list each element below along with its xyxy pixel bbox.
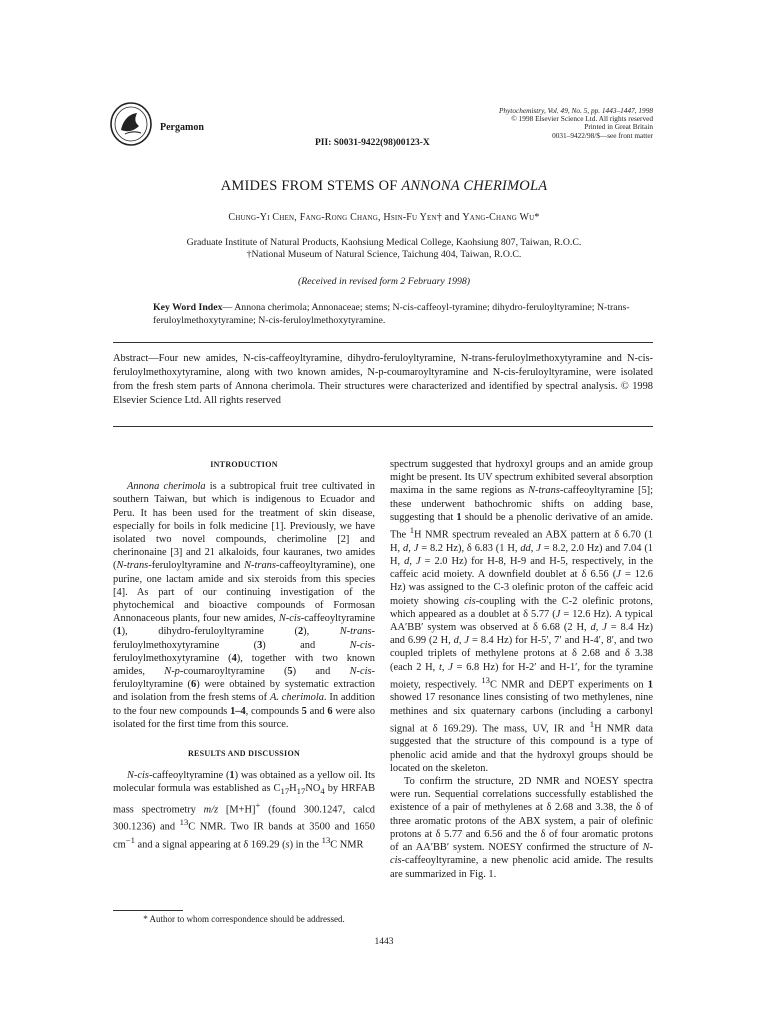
correspondence-footnote: * Author to whom correspondence should be addressed. (143, 914, 345, 924)
page-number: 1443 (374, 937, 394, 947)
journal-info (499, 107, 653, 140)
intro-paragraph: Annona cherimola is a subtropical fruit tree cultivated in southern Taiwan, but which is indigenous to Ecuador and Peru. It has been used for the treatment of skin disease, especially for boils in folk medicine [1]. Previously, we have isolated two novel compounds, cherimoline [2] and cherinonaine [3] and 21 alkaloids, four kauranes, two amides (N-trans-feruloyltyramine and N-trans-caffeoyltyramine), one purine, one lactam amide and six steroids from this species [4]. As part of our continuing investigation of the phytochemical and bioactive compounds of Formosan Annonaceous plants, four new amides, N-cis-caffeoyltyramine (1), dihydro-feruloyltyramine (2), N-trans-feruloylmethoxytyramine (3) and N-cis-feruloylmethoxytyramine (4), together with two known amides, N-p-coumaroyltyramine (5) and N-cis-feruloyltyramine (6) were obtained by systematic extraction and isolation from the fresh stems of A. cherimola. In addition to the four new compounds 1–4, compounds 5 and 6 were also isolated for the first time from this source. (113, 481, 376, 730)
rule-bottom (113, 426, 653, 427)
left-column (113, 458, 375, 852)
results-heading: RESULTS AND DISCUSSION (187, 749, 301, 759)
pergamon-logo (107, 100, 155, 148)
publisher-name: Pergamon (160, 122, 204, 133)
journal-citation: Phytochemistry, Vol. 49, No. 5, pp. 1443–1447, 1998 (498, 106, 653, 115)
continued-paragraph: spectrum suggested that hydroxyl groups and an amide group might be present. Its UV spectrum exhibited several absorption maxima in the same regions as N-trans-caffeoyltyramine [5]; these underwent bathochromic shifts on adding base, suggesting that 1 should be a phenolic derivative of an amide. The $^1$H NMR spectrum revealed an ABX pattern at δ 6.70 (1 H, d, J = 8.2 Hz), δ 6.83 (1 H, dd, J = 8.2, 2.0 Hz) and 7.04 (1 H, d, J = 2.0 Hz) for H-8, H-9 and H-5, respectively, in the caffeic acid moiety. A downfield doublet at δ 6.56 (J = 12.6 Hz) was assigned to the C-3 olefinic proton of the caffeic acid moiety showing cis-coupling with the C-2 olefinic protons, which appeared as a doublet at δ 5.77 (J = 12.6 Hz). A typical AA′BB′ system was observed at δ 6.68 (2 H, d, J = 8.4 Hz) and 6.99 (2 H, d, J = 8.4 Hz) for H-5′, 7′ and H-4′, 8′, and two coupled triplets of methylene protons at δ 2.68 and δ 3.38 (each 2 H, t, J = 6.8 Hz) for H-2′ and H-1′, for the tyramine moiety, respectively. $^{13}$C NMR and DEPT experiments on 1 showed 17 resonance lines consisting of two methylenes, nine methines and six quaternary carbons (including a carbonyl signal at δ 169.29). The mass, UV, IR and $^1$H NMR data suggested that the structure of this compound is a type of phenolic acid amide and that the hydroxyl groups should be located on the skeleton. (390, 459, 653, 774)
noesy-paragraph: To confirm the structure, 2D NMR and NOESY spectra were run. Sequential correlations successfully established the existence of a pair of methylenes at δ 2.68 and 3.38, the δ of three aromatic protons of the ABX system, a pair of olefinic protons at δ 5.77 and 6.56 and the δ of four aromatic protons of an AA′BB′ system. NOESY confirmed the structure of N-cis-caffeoyltyramine, a new phenolic acid amide. The results are summarized in Fig. 1. (390, 776, 653, 880)
pii-code: PII: S0031-9422(98)00123-X (315, 138, 430, 148)
journal-copyright: © 1998 Elsevier Science Ltd. All rights reserved (511, 114, 653, 124)
author-3: Hsin-Fu Yen† (383, 212, 442, 223)
received-date: (Received in revised form 2 February 1998) (297, 276, 471, 287)
author-list: Chung-Yi Chen, Fang-Rong Chang, Hsin-Fu Yen† and Yang-Chang Wu* (228, 212, 540, 223)
introduction-heading: INTRODUCTION (210, 460, 278, 469)
right-column (390, 458, 653, 881)
footnote-rule (113, 910, 183, 911)
paper-title: AMIDES FROM STEMS OF ANNONA CHERIMOLA (220, 178, 548, 194)
author-4: Yang-Chang Wu* (462, 212, 540, 223)
rule-top (113, 342, 653, 343)
journal-printed: Printed in Great Britain (584, 122, 653, 132)
results-paragraph: N-cis-caffeoyltyramine (1) was obtained as a yellow oil. Its molecular formula was established as $C_{17}H_{17}NO_4$ by HRFAB mass spectrometry m/z [M+H]+ (found 300.1247, calcd 300.1236) and $^{13}$C NMR. Two IR bands at 3500 and 1650 $cm^{-1}$ and a signal appearing at δ 169.29 (s) in the $^{13}$C NMR (113, 770, 376, 851)
affiliations (0, 237, 768, 261)
affiliation-1: Graduate Institute of Natural Products, Kaohsiung Medical College, Kaohsiung 807, Taiwan, R.O.C. (186, 237, 582, 248)
abstract: Abstract—Four new amides, N-cis-caffeoyltyramine, dihydro-feruloyltyramine, N-trans-feruloylmethoxytyramine and N-cis-feruloylmethoxytyramine, along with two known amides, N-p-coumaroyltyramine and N-cis-feruloyltyramine, were isolated from the fresh stem parts of Annona cherimola. Their structures were characterized and identified by spectral analysis. © 1998 Elsevier Science Ltd. All rights reserved (113, 353, 653, 406)
author-1: Chung-Yi Chen (228, 212, 295, 223)
journal-issn: 0031–9422/98/$—see front matter (552, 130, 653, 140)
author-2: Fang-Rong Chang (299, 212, 378, 223)
keyword-index: Key Word Index— Annona cherimola; Annonaceae; stems; N-cis-caffeoyl-tyramine; dihydro-feruloyltyramine; N-trans-feruloylmethoxytyramine; N-cis-feruloylmethoxytyramine. (153, 302, 630, 326)
affiliation-2: †National Museum of Natural Science, Taichung 404, Taiwan, R.O.C. (246, 249, 522, 260)
